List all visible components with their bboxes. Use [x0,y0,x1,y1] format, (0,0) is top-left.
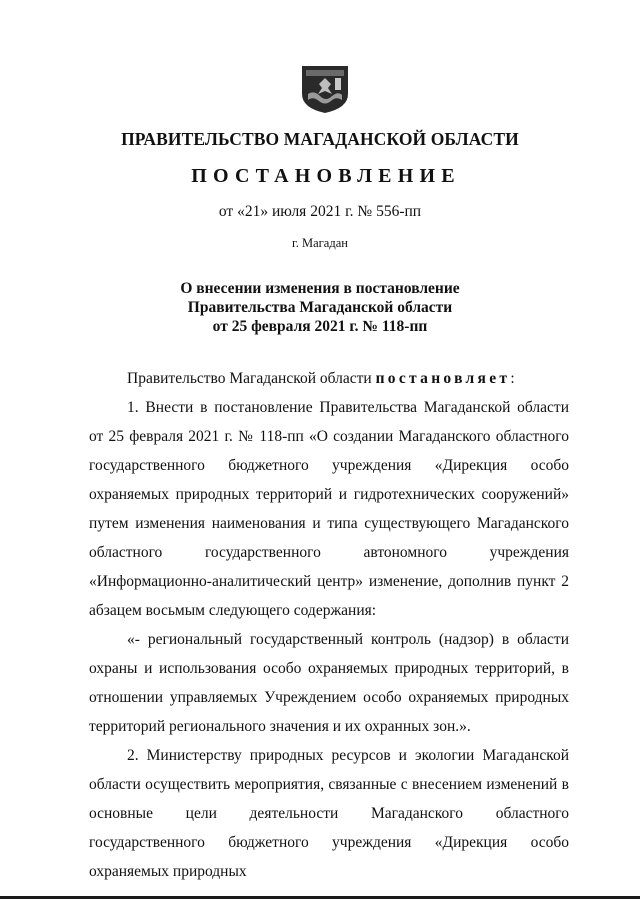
paragraph-quote: «- региональный государственный контроль (надзор) в области охраны и использования особо охраняемых природных территорий, в отношении управляемых Учреждением особо охраняемых природных территорий регионального значения и их охранных зон.». [89,631,569,735]
paragraph-2: 2. Министерству природных ресурсов и экологии Магаданской области осуществить мероприятия, связанные с внесением изменений в основные цели деятельности Магаданского областного государственного бюджетного учреждения «Дирекция особо охраняемых природных [89,747,569,880]
document-subject [0,279,640,336]
document-type-title: ПОСТАНОВЛЕНИЕ [191,165,461,187]
document-date-number: от «21» июля 2021 г. № 556-пп [218,203,422,220]
organization-heading: ПРАВИТЕЛЬСТВО МАГАДАНСКОЙ ОБЛАСТИ [121,129,519,149]
preamble-text: Правительство Магаданской области [127,370,376,387]
document-body [89,364,569,886]
preamble-paragraph [89,364,569,393]
subject-line: О внесении изменения в постановление [180,280,460,297]
coat-of-arms-icon [300,64,350,114]
paragraph-1: 1. Внести в постановление Правительства Магаданской области от 25 февраля 2021 г. № 118-пп «О создании Магаданского областного государственного бюджетного учреждения «Дирекция особо охраняемых природных территорий и гидротехнических сооружений» путем изменения наименования и типа существующего Магаданского областного государственного автономного учреждения «Информационно-аналитический центр» изменение, дополнив пункт 2 абзацем восьмым следующего содержания: [89,399,569,619]
document-city: г. Магадан [292,236,348,250]
preamble-colon: : [510,370,515,387]
page-bottom-edge [0,896,640,899]
preamble-verb: постановляет [375,370,511,387]
subject-line: Правительства Магаданской области [187,299,453,316]
subject-line: от 25 февраля 2021 г. № 118-пп [212,318,428,335]
